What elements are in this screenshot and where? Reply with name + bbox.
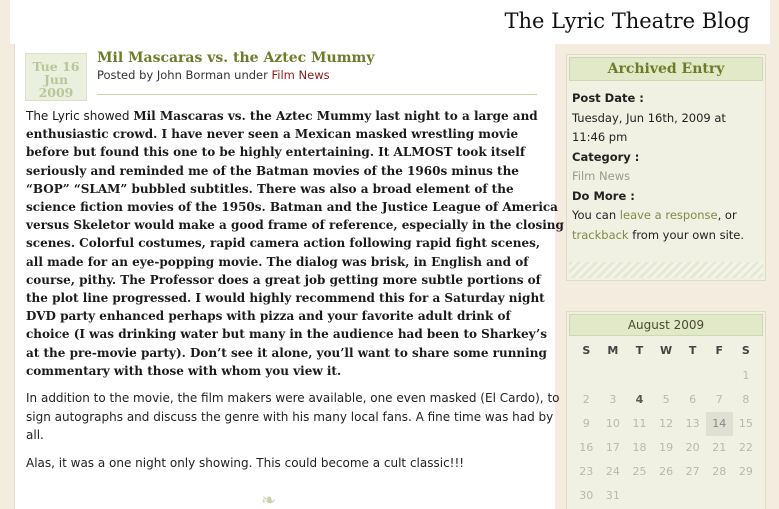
p1-line: versus Skeletor would make a good frame of reference, especially in the closing bbox=[26, 218, 564, 233]
calendar-day: 20 bbox=[685, 441, 700, 454]
p1-line: “BOP” “SLAM” bubbled subtitles. There was also a broad element of the bbox=[26, 181, 514, 196]
calendar-day: 8 bbox=[742, 393, 750, 406]
do-more-mid: , or bbox=[717, 208, 737, 222]
header bbox=[0, 0, 779, 44]
archived-entry-heading: Archived Entry bbox=[569, 57, 763, 81]
post-byline bbox=[97, 68, 330, 82]
byline-text: Posted by John Borman under bbox=[97, 68, 272, 82]
date-month: Jun bbox=[43, 72, 69, 87]
calendar-day: 22 bbox=[738, 441, 753, 454]
calendar-day: 3 bbox=[609, 393, 617, 406]
panel-stripe-decoration bbox=[569, 262, 763, 278]
paragraph-3: Alas, it was a one night only showing. This could become a cult classic!!! bbox=[26, 455, 465, 470]
post-date-value-2: 11:46 pm bbox=[572, 130, 628, 144]
p1-line: all made for an eye-popping movie. The dialog was brisk, in English and of bbox=[26, 254, 529, 269]
p1-line: before but found this one to be highly entertaining. It ALMOST took itself bbox=[26, 145, 526, 160]
calendar-panel bbox=[566, 311, 766, 509]
calendar-day: 9 bbox=[582, 417, 590, 430]
calendar-day: 7 bbox=[715, 393, 723, 406]
calendar-weekday: F bbox=[715, 344, 724, 357]
sidebar bbox=[566, 54, 766, 509]
date-year: 2009 bbox=[38, 85, 74, 100]
post-date-value-1: Tuesday, Jun 16th, 2009 at bbox=[572, 110, 726, 125]
calendar-day: 31 bbox=[605, 489, 620, 502]
calendar-day: 2 bbox=[582, 393, 590, 406]
calendar-empty-cell bbox=[679, 364, 706, 388]
calendar-day: 25 bbox=[632, 465, 647, 478]
trackback-link[interactable]: trackback bbox=[572, 227, 629, 242]
calendar-day: 14 bbox=[706, 412, 733, 436]
calendar-day: 5 bbox=[662, 393, 670, 406]
archived-entry-panel bbox=[566, 54, 766, 281]
calendar-day: 10 bbox=[605, 417, 620, 430]
calendar-day: 26 bbox=[659, 465, 674, 478]
do-more-suffix: from your own site. bbox=[628, 227, 745, 242]
calendar-empty-cell bbox=[653, 484, 680, 508]
calendar-weekday: T bbox=[688, 344, 697, 357]
post-title[interactable]: Mil Mascaras vs. the Aztec Mummy bbox=[97, 50, 375, 66]
p1-line: course, pithy. The Professor does a great job getting more subtle portions of bbox=[26, 272, 541, 287]
p2-line: all. bbox=[26, 428, 44, 443]
calendar-day: 23 bbox=[579, 465, 594, 478]
calendar-day: 1 bbox=[742, 369, 750, 382]
calendar-empty-cell bbox=[626, 484, 653, 508]
calendar-empty-cell bbox=[626, 364, 653, 388]
category-label: Category : bbox=[572, 149, 640, 164]
post-date-box bbox=[25, 53, 87, 101]
calendar-day: 15 bbox=[738, 417, 753, 430]
post-body bbox=[26, 107, 564, 472]
calendar-day: 12 bbox=[659, 417, 674, 430]
calendar-day: 19 bbox=[659, 441, 674, 454]
p1-line: enthusiastic crowd. I have never seen a Mexican masked wrestling movie bbox=[26, 127, 519, 142]
p1-line: at the pre-movie party). Don’t see it alone, you’ll want to share some running bbox=[26, 345, 547, 360]
p1-line: Mil Mascaras vs. the Aztec Mummy last night to a large and bbox=[133, 109, 538, 123]
calendar-day: 4 bbox=[635, 393, 644, 406]
p1-line: the plot line progressed. I would highly recommend this for a Saturday night bbox=[26, 291, 545, 306]
calendar-day: 28 bbox=[712, 465, 727, 478]
date-day: Tue 16 bbox=[32, 59, 80, 74]
calendar-weekday: W bbox=[660, 344, 673, 357]
calendar-empty-cell bbox=[733, 484, 760, 508]
do-more-label: Do More : bbox=[572, 188, 635, 203]
do-more-text bbox=[572, 206, 760, 226]
header-bar bbox=[10, 0, 770, 44]
calendar-day: 30 bbox=[579, 489, 594, 502]
blog-title[interactable]: The Lyric Theatre Blog bbox=[504, 9, 750, 33]
archived-entry-body bbox=[567, 83, 765, 245]
post-content bbox=[14, 44, 564, 509]
p1-line: choice (I was drinking water but many in the audience had been to Sharkey’s bbox=[26, 327, 547, 342]
title-divider bbox=[97, 94, 537, 95]
p1-line: DVD party enhanced perhaps with pizza and your favorite adult drink of bbox=[26, 309, 511, 324]
calendar-day: 21 bbox=[712, 441, 727, 454]
category-value-link[interactable]: Film News bbox=[572, 169, 631, 183]
paragraph-2 bbox=[26, 389, 560, 445]
p1-line: scenes. Colorful costumes, rapid camera action following rapid fight scenes, bbox=[26, 236, 541, 251]
paragraph-1 bbox=[26, 107, 564, 380]
p1-line: commentary with those with whom you view it. bbox=[26, 363, 342, 378]
calendar-day: 27 bbox=[685, 465, 700, 478]
post-date-label: Post Date : bbox=[572, 91, 644, 105]
calendar-day: 16 bbox=[579, 441, 594, 454]
flourish-ornament-icon: ❧ bbox=[261, 490, 277, 509]
calendar-weekday: S bbox=[582, 344, 591, 357]
calendar-empty-cell bbox=[706, 484, 733, 508]
category-link[interactable]: Film News bbox=[271, 68, 330, 82]
p1-start: The Lyric showed bbox=[26, 109, 134, 123]
p2-line: sign autographs and discuss the genre with his many local fans. A fine time was had by bbox=[26, 409, 554, 424]
do-more-prefix: You can bbox=[572, 208, 620, 222]
calendar-weekday: M bbox=[607, 344, 619, 357]
calendar-empty-cell bbox=[679, 484, 706, 508]
calendar-grid bbox=[567, 338, 765, 508]
calendar-day: 18 bbox=[632, 441, 647, 454]
p1-line: science fiction movies of the 1950s. Batman and the Justice League of America bbox=[26, 200, 558, 215]
calendar-day: 24 bbox=[605, 465, 620, 478]
calendar-day: 13 bbox=[685, 417, 700, 430]
calendar-weekday: T bbox=[635, 344, 644, 357]
calendar-day: 17 bbox=[605, 441, 620, 454]
calendar-weekday: S bbox=[741, 344, 750, 357]
calendar-heading: August 2009 bbox=[569, 314, 763, 336]
p1-line: seriously and reminded me of the Batman movies of the 1960s minus the bbox=[26, 163, 519, 178]
calendar-empty-cell bbox=[653, 364, 680, 388]
calendar-day: 29 bbox=[738, 465, 753, 478]
calendar-day: 11 bbox=[632, 417, 647, 430]
p2-line: In addition to the movie, the film makers were available, one even masked (El Cardo), to bbox=[26, 391, 560, 406]
calendar-day: 6 bbox=[689, 393, 697, 406]
leave-response-link[interactable]: leave a response bbox=[619, 208, 718, 222]
calendar-empty-cell bbox=[573, 364, 600, 388]
calendar-empty-cell bbox=[706, 364, 733, 388]
do-more-text-2 bbox=[572, 226, 760, 246]
calendar-empty-cell bbox=[600, 364, 627, 388]
